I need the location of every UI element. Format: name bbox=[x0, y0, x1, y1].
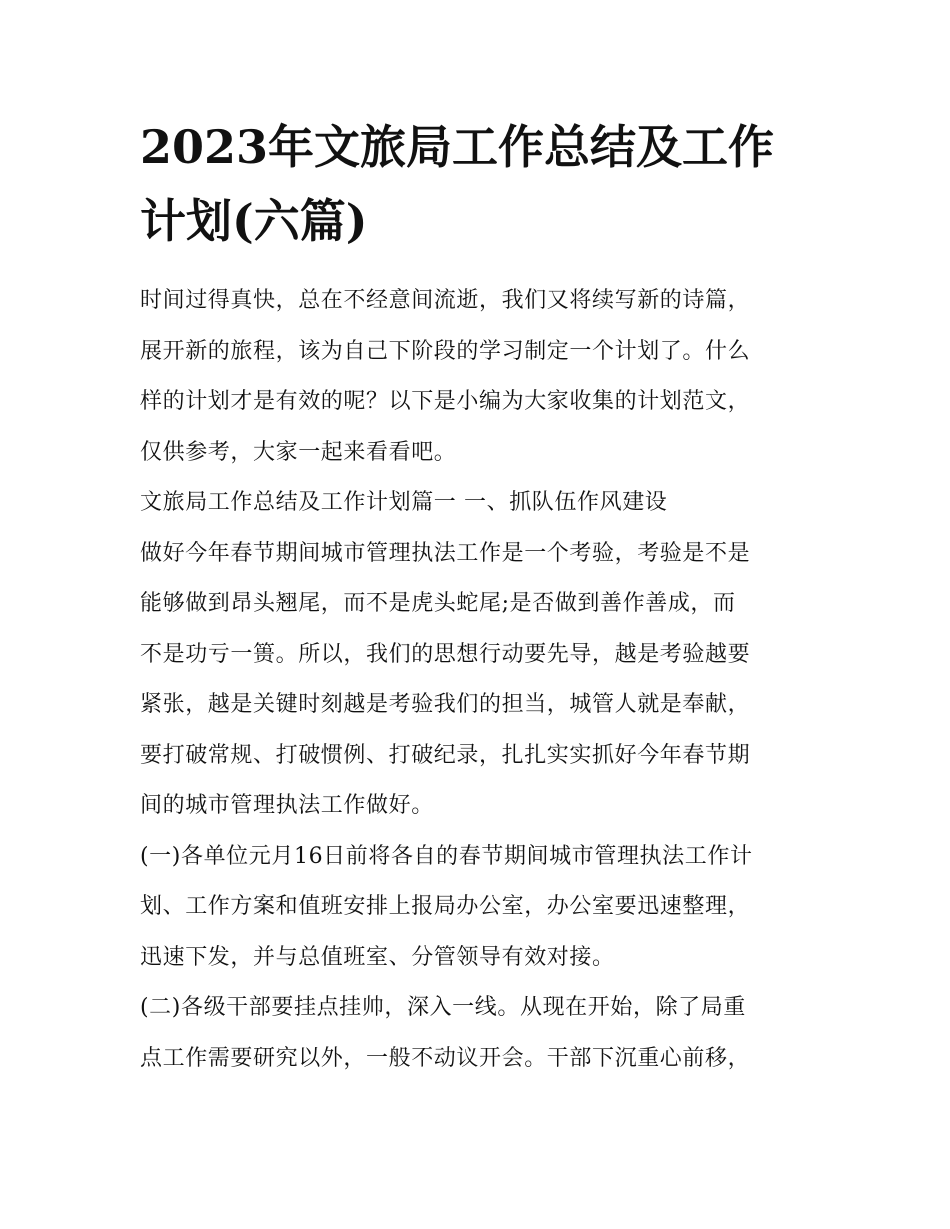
text-line: (二)各级干部要挂点挂帅，深入一线。从现在开始，除了局重 bbox=[140, 995, 746, 1020]
body-paragraph bbox=[140, 983, 820, 1084]
text-line: 点工作需要研究以外，一般不动议开会。干部下沉重心前移， bbox=[140, 1045, 751, 1071]
document-body bbox=[140, 276, 820, 1084]
title-line: 2023年文旅局工作总结及工作 bbox=[140, 120, 775, 174]
text-line: 间的城市管理执法工作做好。 bbox=[140, 793, 434, 818]
text-line: 要打破常规、打破惯例、打破纪录，扎扎实实抓好今年春节期 bbox=[140, 742, 751, 768]
document-title bbox=[140, 110, 820, 258]
text-line: 展开新的旅程，该为自己下阶段的学习制定一个计划了。什么 bbox=[140, 338, 751, 364]
body-paragraph bbox=[140, 529, 820, 832]
text-line: 划、工作方案和值班安排上报局办公室，办公室要迅速整理， bbox=[140, 894, 751, 919]
intro-paragraph bbox=[140, 276, 820, 478]
text-line: 能够做到昂头翘尾，而不是虎头蛇尾;是否做到善作善成，而 bbox=[140, 591, 736, 616]
text-line: 迅速下发，并与总值班室、分管领导有效对接。 bbox=[140, 944, 615, 970]
title-line: 计划(六篇) bbox=[140, 194, 368, 248]
text-line: 紧张，越是关键时刻越是考验我们的担当，城管人就是奉献， bbox=[140, 692, 751, 717]
text-line: 做好今年春节期间城市管理执法工作是一个考验，考验是不是 bbox=[140, 540, 751, 566]
document-page bbox=[140, 0, 820, 1229]
text-line: 仅供参考，大家一起来看看吧。 bbox=[140, 439, 457, 465]
text-line: 不是功亏一篑。所以，我们的思想行动要先导，越是考验越要 bbox=[140, 641, 751, 667]
section-heading-paragraph bbox=[140, 478, 820, 529]
text-line: 时间过得真快，总在不经意间流逝，我们又将续写新的诗篇， bbox=[140, 288, 751, 313]
body-paragraph bbox=[140, 832, 820, 984]
text-line: (一)各单位元月16日前将各自的春节期间城市管理执法工作计 bbox=[140, 843, 753, 869]
text-line: 样的计划才是有效的呢？以下是小编为大家收集的计划范文， bbox=[140, 389, 751, 414]
text-line: 文旅局工作总结及工作计划篇一 一、抓队伍作风建设 bbox=[140, 490, 668, 515]
